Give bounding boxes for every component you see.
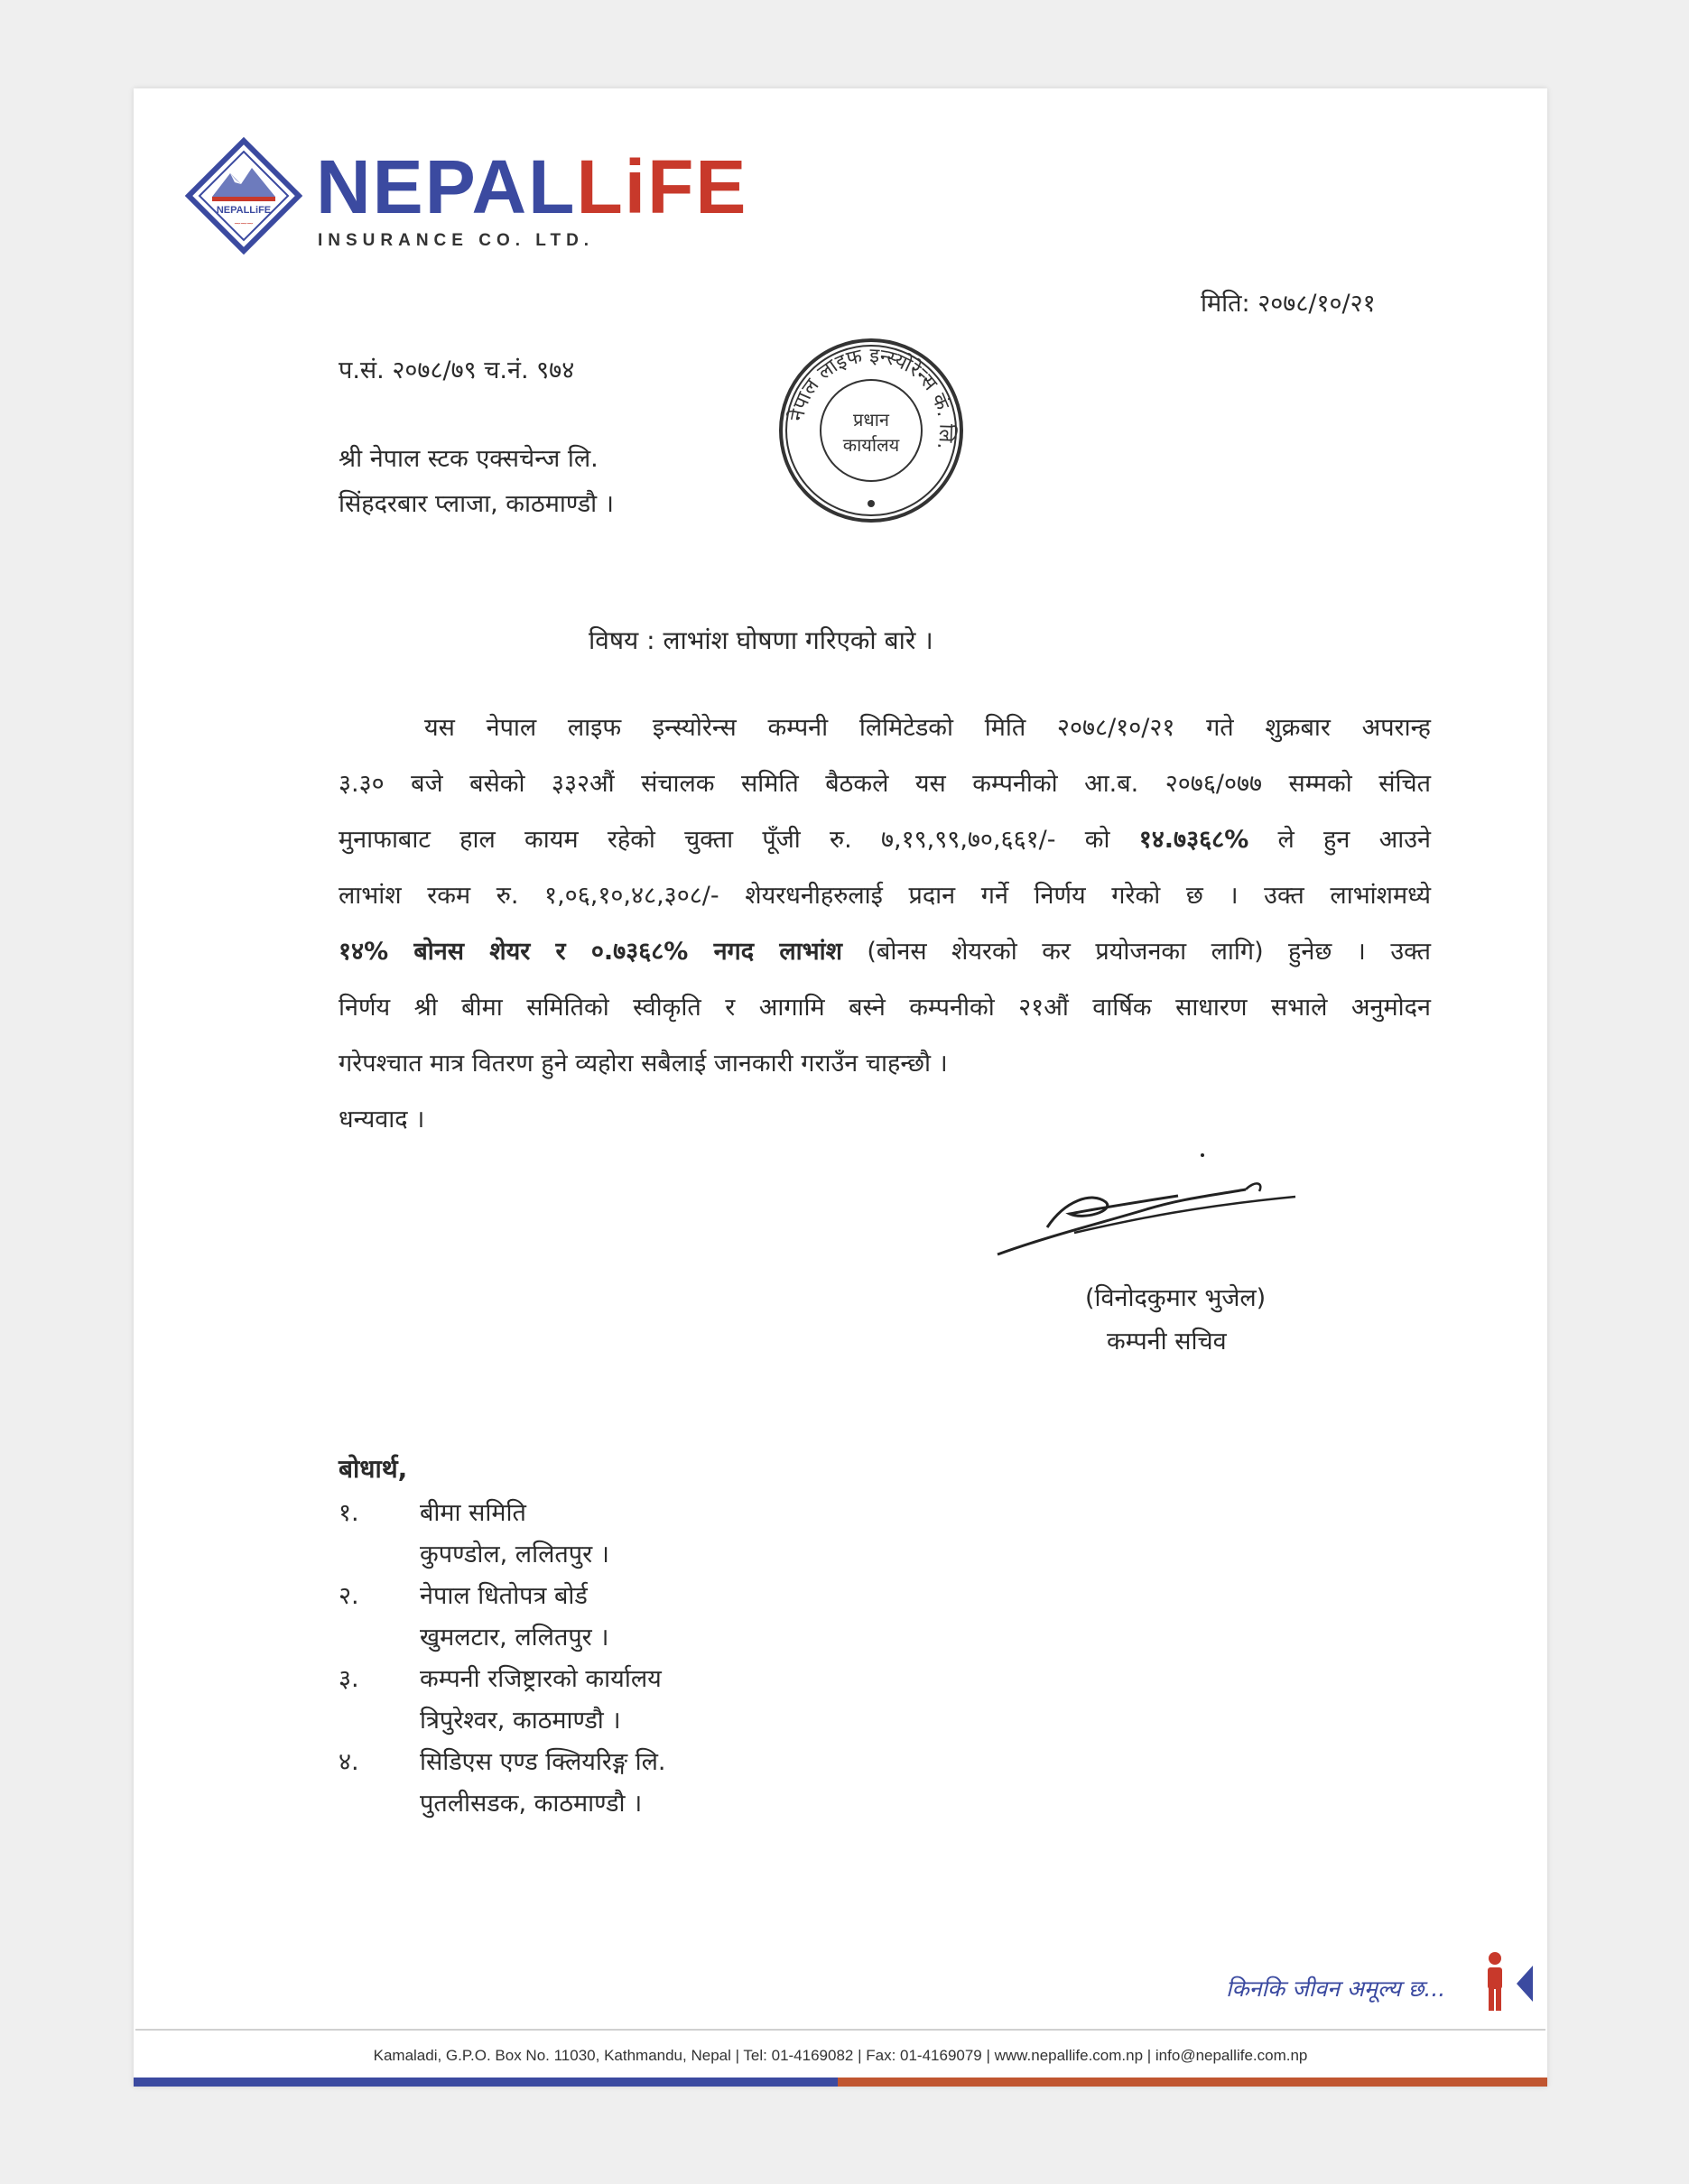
cc-item-name: सिडिएस एण्ड क्लियरिङ्ग लि.	[420, 1748, 666, 1776]
recipient-line-1: श्री नेपाल स्टक एक्सचेन्ज लि.	[339, 445, 599, 473]
svg-text:कार्यालय: कार्यालय	[842, 434, 900, 456]
footer-bar-blue	[134, 2078, 838, 2087]
cc-item-address: खुमलटार, ललितपुर ।	[420, 1624, 609, 1652]
cc-item-number: १.	[339, 1499, 359, 1527]
letter-subject: विषय : लाभांश घोषणा गरिएको बारे ।	[589, 625, 933, 655]
footer-bar-red	[838, 2078, 1547, 2087]
recipient-line-2: सिंहदरबार प्लाजा, काठमाण्डौ ।	[339, 490, 614, 518]
svg-text:⁓⁓⁓: ⁓⁓⁓	[234, 220, 254, 227]
cc-item-name: नेपाल धितोपत्र बोर्ड	[420, 1582, 588, 1610]
body-line-5: १४% बोनस शेयर र ०.७३६८% नगद लाभांश (बोनस शेयरको कर प्रयोजनका लागि) हुनेछ । उक्त	[339, 938, 1431, 966]
brand-nepal: NEPAL	[316, 144, 577, 229]
signature-icon	[993, 1146, 1304, 1263]
body-line-1: यस नेपाल लाइफ इन्स्योरेन्स कम्पनी लिमिटेडको मिति २०७८/१०/२१ गते शुक्रबार अपरान्ह	[424, 714, 1431, 742]
body-line-7: गरेपश्चात मात्र वितरण हुने व्यहोरा सबैलाई जानकारी गराउँन चाहन्छौ ।	[339, 1050, 948, 1078]
body-line-2: ३.३० बजे बसेको ३३२औं संचालक समिति बैठकले यस कम्पनीको आ.ब. २०७६/०७७ सम्मको संचित	[339, 770, 1431, 798]
signatory-name: (विनोदकुमार भुजेल)	[1085, 1284, 1267, 1312]
cc-item-address: पुतलीसडक, काठमाण्डौ ।	[420, 1790, 643, 1818]
closing-thanks: धन्यवाद ।	[339, 1106, 425, 1134]
cc-item-address: कुपण्डोल, ललितपुर ।	[420, 1541, 609, 1569]
cc-item-number: ३.	[339, 1665, 359, 1693]
office-stamp-icon	[776, 336, 966, 525]
cc-item-name: कम्पनी रजिष्ट्रारको कार्यालय	[420, 1665, 662, 1693]
brand-tagline: INSURANCE CO. LTD.	[318, 231, 595, 250]
brand-life: LiFE	[576, 144, 748, 229]
body-line-4: लाभांश रकम रु. १,०६,१०,४८,३०८/- शेयरधनीहरुलाई प्रदान गर्ने निर्णय गरेको छ । उक्त लाभांशमध्ये	[339, 882, 1431, 910]
footer-contact: Kamaladi, G.P.O. Box No. 11030, Kathmandu, Nepal | Tel: 01-4169082 | Fax: 01-4169079 | www.nepallife.com.np | info@nepallife.com.np	[373, 2047, 1308, 2064]
footer-divider	[135, 2029, 1545, 2031]
svg-text:नेपाल लाइफ इन्स्योरेन्स कं. लि: नेपाल लाइफ इन्स्योरेन्स कं. लि.	[785, 344, 958, 453]
signatory-title: कम्पनी सचिव	[1107, 1328, 1227, 1356]
cc-item-name: बीमा समिति	[420, 1499, 526, 1527]
company-slogan: किनकि जीवन अमूल्य छ...	[1226, 1976, 1446, 2002]
cc-item-number: ४.	[339, 1748, 359, 1776]
brand-wordmark	[316, 144, 748, 229]
svg-text:प्रधान: प्रधान	[853, 409, 889, 430]
cc-heading: बोधार्थ,	[339, 1454, 408, 1484]
body-line-6: निर्णय श्री बीमा समितिको स्वीकृति र आगामि बस्ने कम्पनीको २१औं वार्षिक साधारण सभाले अनुमोदन	[339, 994, 1431, 1022]
person-arrow-icon	[1479, 1949, 1544, 2014]
reference-number: प.सं. २०७८/७९ च.नं. ९७४	[339, 356, 575, 384]
cc-item-address: त्रिपुरेश्वर, काठमाण्डौ ।	[420, 1707, 621, 1735]
cc-item-number: २.	[339, 1582, 359, 1610]
company-emblem-icon	[185, 137, 302, 254]
letter-date: मिति: २०७८/१०/२१	[1201, 290, 1376, 318]
emblem-text: NEPALLiFE	[216, 205, 272, 216]
body-line-3: मुनाफाबाट हाल कायम रहेको चुक्ता पूँजी रु. ७,१९,९९,७०,६६१/- को १४.७३६८% ले हुन आउने	[339, 826, 1431, 854]
